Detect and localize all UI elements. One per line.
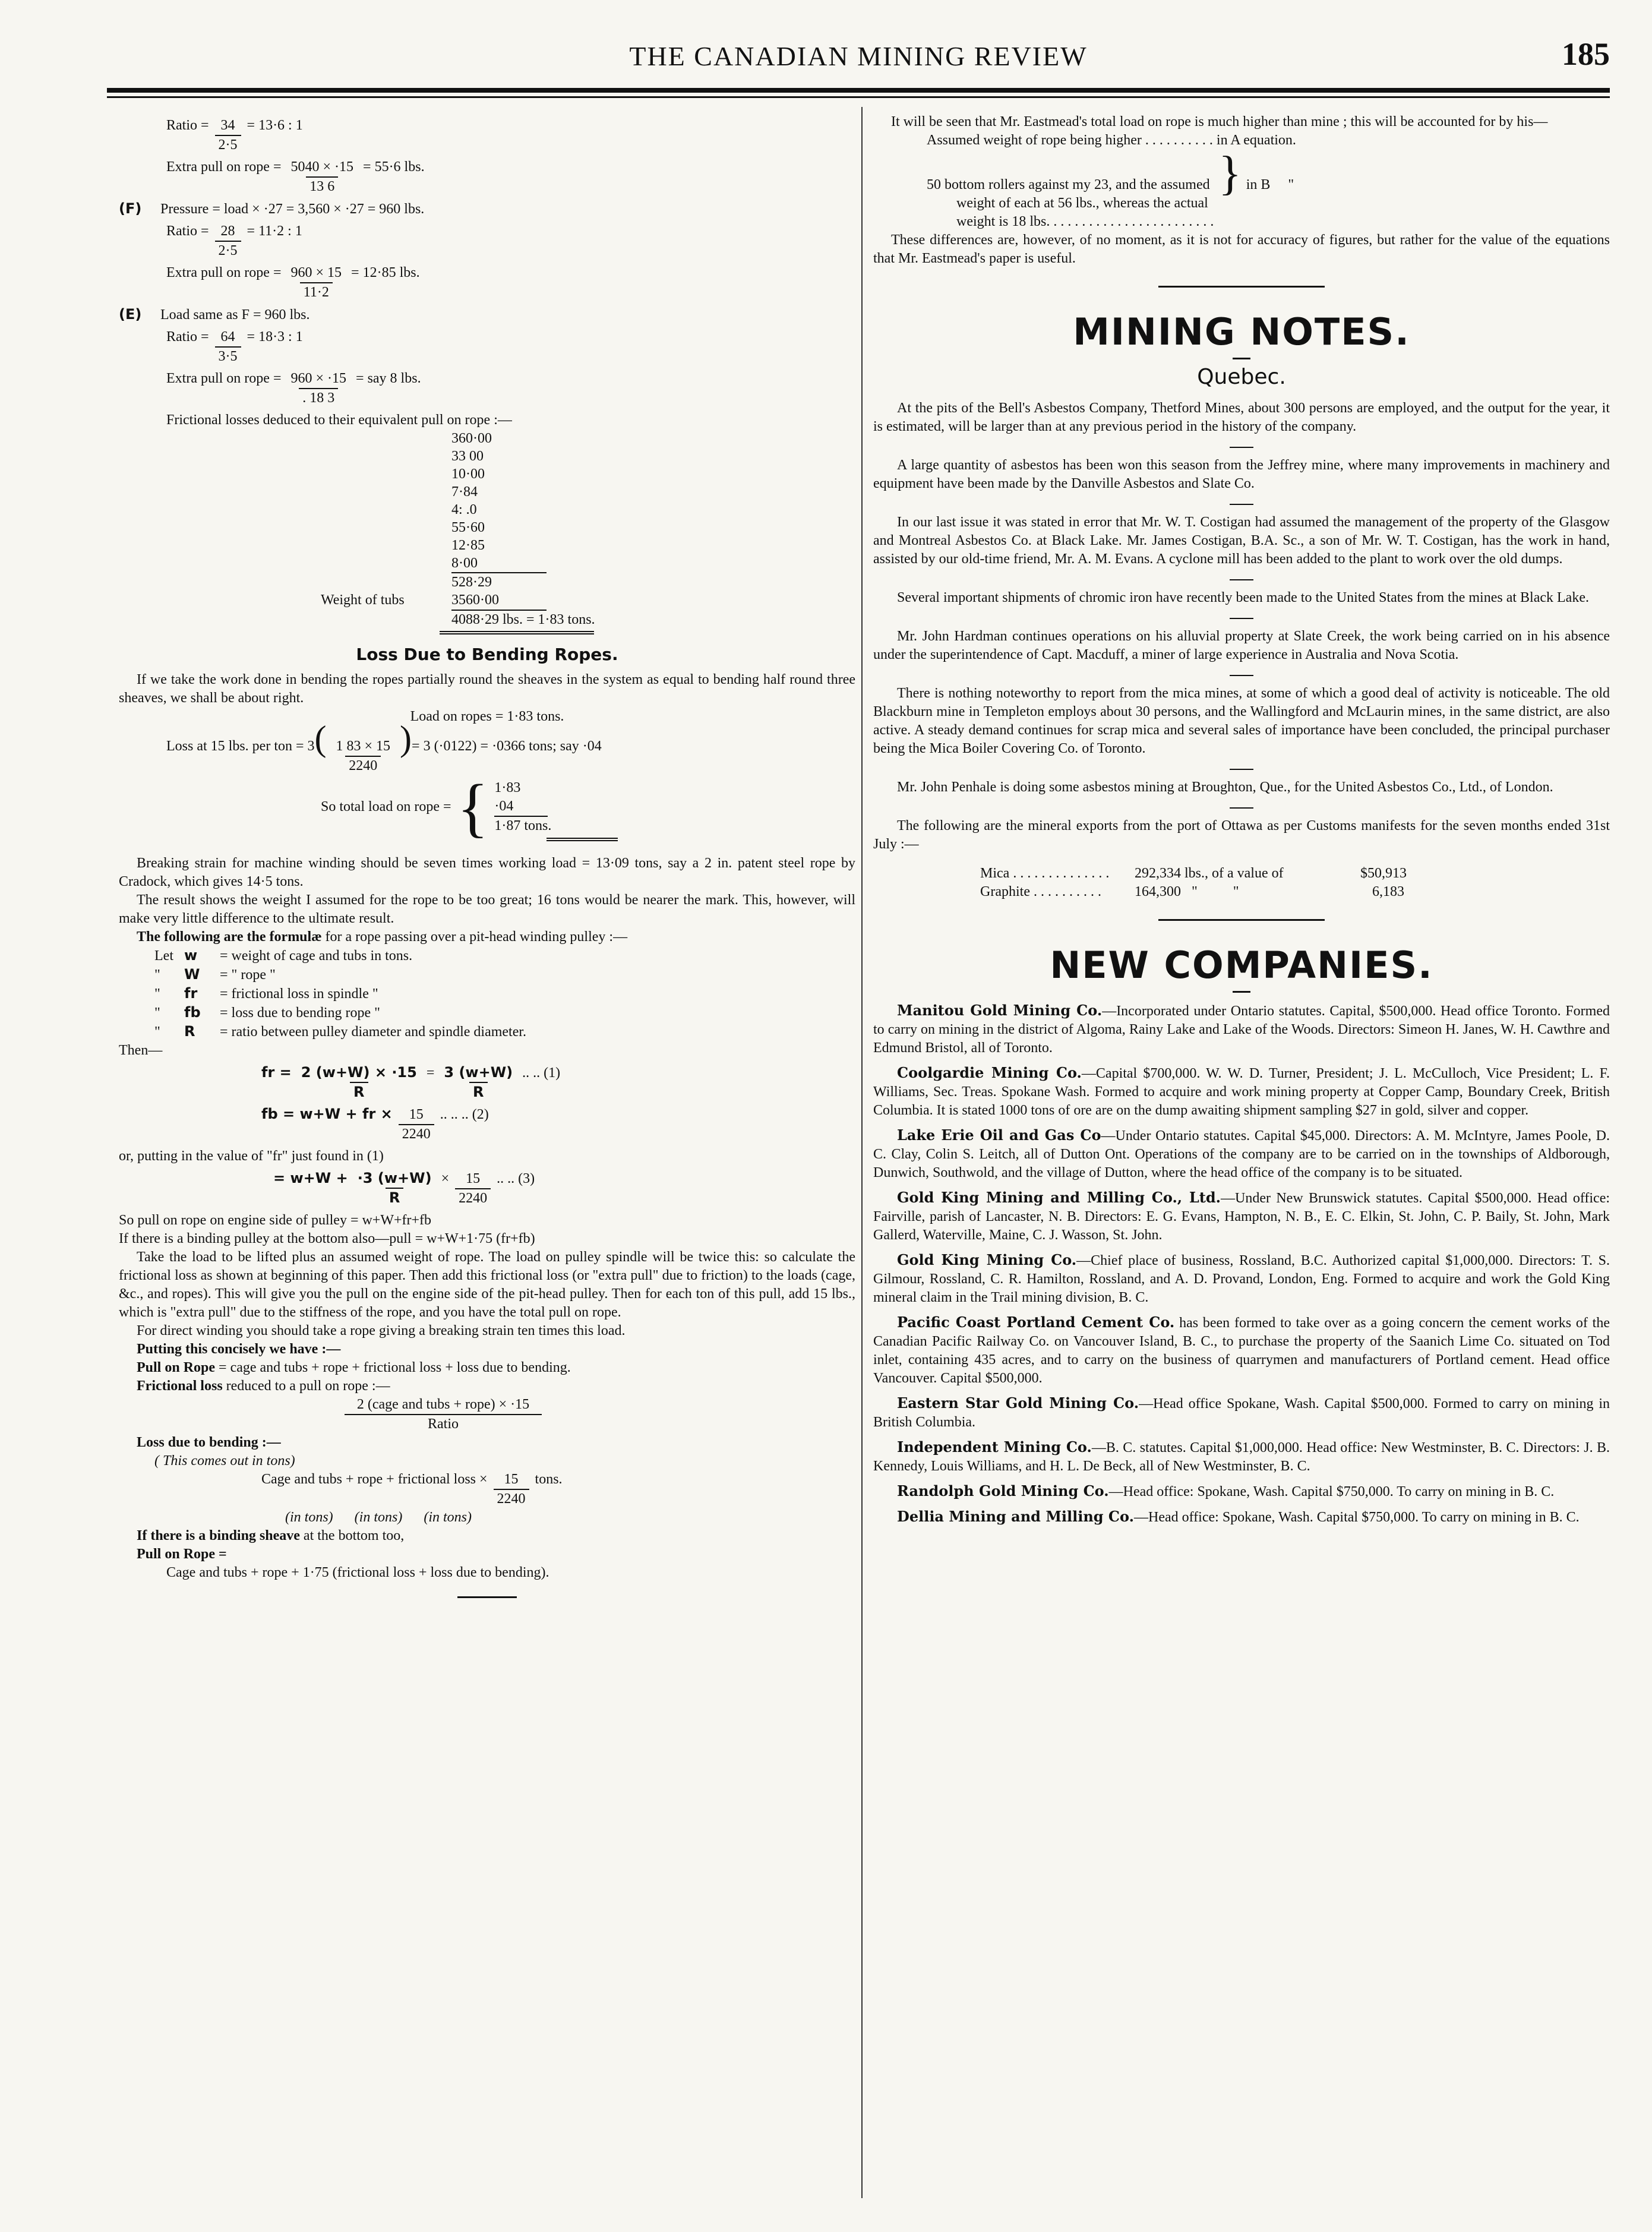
definition-row [154, 946, 855, 965]
eq-lhs: fr = [261, 1064, 292, 1081]
exports-table [873, 864, 1610, 901]
eq-fraction [455, 1170, 491, 1208]
extra-pull-fraction [288, 264, 346, 302]
tubs-value: 3560·00 [451, 592, 499, 608]
def-text: = frictional loss in spindle " [220, 986, 378, 1002]
paragraph: Take the load to be lifted plus an assumed weight of rope. The load on pulley spindle will be twice this: so calculate the frictional loss as shown at beginning of this paper. Then add this frictional loss (or "extra pull" due to friction) to the loads (cage, &c., and ropes). This will give you the pull on the engine side of the pit-head pulley. Then for each ton of this pull, add 15 lbs., which is "extra pull" due to the stiffness of the rope, and you have the total pull on rope. [119, 1249, 855, 1320]
paren-open: ( [314, 719, 327, 758]
company-text: —Chief place of business, Rossland, B.C. Authorized capital $1,000,000. Directors: T. S. Gilmour, Rossland, C. R. Hamilton, Rossland, and A. D. Provand, London, Eng. Formed to acquire and work the Gold King mineral claim in the Trail mining division, B. C. [873, 1253, 1610, 1305]
frictional-value: 10·00 [451, 466, 485, 482]
eq-fraction [298, 1063, 421, 1101]
def-text: = ratio between pulley diameter and spindle diameter. [220, 1024, 527, 1040]
cage-text: Cage and tubs + rope + frictional loss × [261, 1472, 488, 1487]
def-lead: " [154, 1024, 160, 1040]
eq3-intro: or, putting in the value of "fr" just found in (1) [119, 1148, 384, 1164]
item-separator [1230, 504, 1253, 505]
frictional-value: 8·00 [451, 555, 478, 571]
news-item: There is nothing noteworthy to report from the mica mines, at some of which a good deal of activity is noticeable. The old Blackburn mine in Templeton employs about 30 persons, and the Wallingford and McLaurin mines, in the same district, are also active. A steady demand continues for scrap mica and several sales of importance have been concluded, the principal purchaser being the Mica Boiler Covering Co. of Toronto. [873, 686, 1610, 756]
definitions [119, 946, 855, 1041]
final-formula: Cage and tubs + rope + 1·75 (frictional loss + loss due to bending). [166, 1565, 549, 1580]
load-line [119, 305, 855, 324]
frictional-loss-line [119, 1377, 855, 1396]
definition-row [154, 965, 855, 984]
def-lead: " [154, 967, 160, 983]
loss-line [119, 719, 855, 775]
numerator: ·3 (w+W) [357, 1170, 432, 1186]
paragraph-text: for a rope passing over a pit-head winding pulley :— [325, 929, 628, 945]
equation-3 [119, 1169, 855, 1208]
extra-pull-fraction [288, 370, 350, 408]
paragraph: These differences are, however, of no moment, as it is not for accuracy of figures, but rather for the value of the equations that Mr. Eastmead's paper is useful. [873, 232, 1610, 266]
def-text: = " rope " [220, 967, 276, 983]
double-rule [440, 629, 594, 634]
news-item: Several important shipments of chromic iron have recently been made to the United States from the mines at Black Lake. [897, 590, 1589, 605]
item-separator [1230, 675, 1253, 676]
denominator: 3·5 [215, 346, 241, 366]
tag-E: (E) [119, 306, 142, 323]
ratio-line [119, 222, 855, 260]
company-text: —B. C. statutes. Capital $1,000,000. Head office: New Westminster, B. C. Directors: J. B. Kennedy, Louis Williams, and H. L. De Beck, all of New Westminster, B. C. [873, 1440, 1610, 1474]
load-on-ropes: Load on ropes = 1·83 tons. [410, 709, 564, 724]
item-separator [1230, 769, 1253, 770]
eq-number: .. .. .. (2) [440, 1107, 489, 1122]
def-text: = loss due to bending rope " [220, 1005, 380, 1021]
numerator: 5040 × ·15 [290, 159, 354, 175]
paragraph: If we take the work done in bending the ropes partially round the sheaves in the system as equal to bending half round three sheaves, we shall be about right. [119, 672, 855, 706]
grand-total: 4088·29 lbs. = 1·83 tons. [451, 612, 595, 627]
company-text: —Capital $700,000. W. W. D. Turner, President; J. L. McCulloch, Vice President; L. F. Williams, Sec. Treas. Spokane Wash. Formed to acquire and work mining property at Copper Camp, Boundary Creek, British Columbia. It is stated 1000 tons of ore are on the dump awaiting shipment sampling $27 in gold, silver and copper. [873, 1066, 1610, 1118]
equation-2 [119, 1105, 855, 1144]
extra-pull-line [119, 264, 855, 302]
bending-loss-note: ( This comes out in tons) [154, 1453, 295, 1469]
company-name: Eastern Star Gold Mining Co. [897, 1394, 1139, 1412]
def-text: = weight of cage and tubs in tons. [220, 948, 413, 964]
numerator: 960 × 15 [290, 265, 342, 280]
bold-lead: Pull on Rope [137, 1360, 216, 1375]
company-name: Pacific Coast Portland Cement Co. [897, 1314, 1175, 1331]
company-text: —Under New Brunswick statutes. Capital $500,000. Head office: Fairville, parish of Lancaster, N. B. Directors: E. G. Evans, Hampton, N. B., E. C. Elkin, St. John, C. P. Baily, St. John, Mark Gallerd, Waterville, Maine, C. J. Wasson, St. John. [873, 1191, 1610, 1243]
definition-row [154, 1003, 855, 1022]
then-label: Then— [119, 1043, 163, 1058]
company-entry [873, 1126, 1610, 1182]
company-name: Gold King Mining Co. [897, 1251, 1077, 1268]
ratio-fraction [215, 328, 241, 366]
denominator: 2240 [399, 1124, 434, 1144]
def-symbol: W [184, 966, 200, 983]
frictional-value: 360·00 [451, 431, 492, 446]
denominator: 2240 [455, 1188, 491, 1208]
export-label: Graphite . . . . . . . . . . [980, 884, 1101, 899]
company-name: Manitou Gold Mining Co. [897, 1002, 1103, 1019]
assumed-group [927, 147, 1610, 231]
tubs-label: Weight of tubs [321, 592, 405, 608]
region-heading: Quebec. [1197, 365, 1286, 389]
line-text: = cage and tubs + rope + frictional loss + loss due to bending. [219, 1360, 571, 1375]
equation-1 [119, 1063, 855, 1101]
eq-operator: × [441, 1171, 450, 1186]
paragraph: For direct winding you should take a rope giving a breaking strain ten times this load. [137, 1323, 626, 1338]
tubs-line [119, 591, 855, 610]
paren-close: ) [400, 719, 412, 758]
eq-number: .. .. (3) [497, 1171, 535, 1186]
denominator: 2·5 [215, 135, 241, 154]
pressure-line [119, 200, 855, 219]
paragraph [119, 928, 855, 946]
numerator: 15 [409, 1107, 424, 1122]
pull-on-rope-heading: Pull on Rope = [137, 1546, 227, 1562]
news-item: Mr. John Hardman continues operations on his alluvial property at Slate Creek, the work being carried on in his absence under the superintendence of Capt. Macduff, a miner of large experience in Australia and Nova Scotia. [873, 629, 1610, 662]
extra-pull-result: = 55·6 lbs. [363, 159, 425, 175]
ratio-result: = 11·2 : 1 [247, 223, 302, 239]
company-text: —Incorporated under Ontario statutes. Capital, $500,000. Head office Toronto. Formed to carry on mining in the district of Algoma, Rainy Lake and Lake of the Woods. Directors: Simeon H. Janes, W. H. Cawthre and Edmund Bristol, all of Toronto. [873, 1003, 1610, 1056]
company-name: Randolph Gold Mining Co. [897, 1482, 1109, 1499]
eq-fraction [399, 1106, 434, 1144]
loss-fraction [333, 737, 394, 775]
section-rule [1158, 286, 1325, 288]
page-number: 185 [1562, 36, 1610, 72]
eq-number: .. .. (1) [522, 1065, 561, 1081]
extra-pull-result: = say 8 lbs. [356, 371, 421, 386]
company-name: Independent Mining Co. [897, 1438, 1092, 1456]
paragraph: The result shows the weight I assumed for the rope to be too great; 16 tons would be nearer the mark. This, however, will make very little difference to the ultimate result. [119, 892, 855, 926]
frictional-values [119, 430, 855, 572]
exports-row [980, 883, 1610, 901]
left-column [119, 113, 855, 1612]
load-text: Load same as F = 960 lbs. [160, 307, 310, 323]
bold-lead: If there is a binding sheave [137, 1528, 300, 1543]
eq-lhs: fb = w+W + fr × [261, 1106, 393, 1122]
company-name: Dellia Mining and Milling Co. [897, 1508, 1134, 1525]
double-rule [547, 835, 618, 841]
eq-operator: = [426, 1065, 435, 1081]
news-item: In our last issue it was stated in error that Mr. W. T. Costigan had assumed the management of the property of the Glasgow and Montreal Asbestos Co. at Black Lake. Mr. James Costigan, B.A. Sc., a son of Mr. W. T. Costigan, has the work in hand, assisted by our old-time friend, Mr. A. M. Evans. A cyclone mill has been added to the plant to work over the old dumps. [873, 514, 1610, 567]
dash [1233, 358, 1250, 359]
company-text: —Head office Spokane, Wash. Capital $500,000. Formed to carry on mining in British Columbia. [873, 1396, 1610, 1430]
numerator: 15 [466, 1171, 481, 1186]
ratio-result: = 18·3 : 1 [247, 329, 303, 345]
eq-fraction [440, 1063, 516, 1101]
export-quantity: 164,300 " " [1135, 884, 1239, 899]
company-name: Gold King Mining and Milling Co., Ltd. [897, 1189, 1221, 1206]
cage-unit: tons. [535, 1472, 563, 1487]
numerator: 34 [220, 118, 235, 133]
ratio-fraction [215, 116, 241, 154]
company-entry [873, 1482, 1610, 1501]
assumed-line: weight of each at 56 lbs., whereas the actual [956, 195, 1208, 211]
denominator: 13 6 [306, 176, 338, 196]
def-symbol: w [184, 947, 198, 964]
item-separator [1230, 579, 1253, 580]
total-load-line [119, 771, 855, 844]
denominator: R [350, 1082, 368, 1101]
eq-fraction [354, 1169, 435, 1207]
frictional-total: 528·29 [451, 574, 492, 590]
extra-pull-line [119, 370, 855, 408]
extra-pull-label: Extra pull on rope = [166, 159, 282, 175]
company-text: —Head office: Spokane, Wash. Capital $750,000. To carry on mining in B. C. [1108, 1484, 1555, 1499]
ratio-label: Ratio = [166, 118, 209, 133]
extra-pull-fraction [288, 158, 358, 196]
numerator: 2 (w+W) × ·15 [301, 1064, 417, 1081]
company-entry [873, 1394, 1610, 1432]
tag-F: (F) [119, 200, 142, 217]
total-item: 1·83 [494, 780, 521, 795]
item-separator [1230, 618, 1253, 619]
company-name: Coolgardie Mining Co. [897, 1064, 1082, 1081]
frictional-value: 12·85 [451, 538, 485, 553]
total-result: 1·87 tons. [494, 818, 552, 834]
extra-pull-result: = 12·85 lbs. [351, 265, 420, 280]
cage-line [119, 1470, 855, 1508]
pull-engine-side: So pull on rope on engine side of pulley = w+W+fr+fb [119, 1213, 432, 1228]
numerator: 1 83 × 15 [336, 738, 391, 754]
ratio-result: = 13·6 : 1 [247, 118, 303, 133]
pressure-text: Pressure = load × ·27 = 3,560 × ·27 = 960 lbs. [160, 201, 425, 217]
def-symbol: R [184, 1023, 195, 1040]
paragraph: It will be seen that Mr. Eastmead's total load on rope is much higher than mine ; this will be accounted for by his— [891, 114, 1548, 130]
right-column [873, 113, 1610, 1533]
frictional-fraction [345, 1396, 542, 1434]
denominator: 2240 [494, 1489, 529, 1508]
denominator: 2240 [345, 756, 381, 775]
news-item: The following are the mineral exports from the port of Ottawa as per Customs manifests for the seven months ended 31st July :— [873, 818, 1610, 852]
numerator: 3 (w+W) [444, 1064, 513, 1081]
definition-row [154, 984, 855, 1003]
pull-binding-pulley: If there is a binding pulley at the bottom also—pull = w+W+1·75 (fr+fb) [119, 1231, 535, 1246]
company-entry [873, 1063, 1610, 1120]
assumed-line: 50 bottom rollers against my 23, and the assumed [927, 177, 1210, 192]
export-quantity: 292,334 lbs., of a value of [1135, 866, 1284, 881]
denominator: . 18 3 [299, 388, 338, 408]
mining-notes-heading: MINING NOTES. [1073, 310, 1410, 353]
line-text: reduced to a pull on rope :— [226, 1378, 390, 1394]
assumed-group-text [927, 176, 1214, 231]
extra-pull-label: Extra pull on rope = [166, 265, 282, 280]
definition-row [154, 1022, 855, 1041]
news-item: Mr. John Penhale is doing some asbestos mining at Broughton, Que., for the United Asbestos Co., Ltd., of London. [897, 779, 1553, 795]
frictional-fraction-line [119, 1396, 855, 1434]
total-items [494, 779, 551, 835]
export-value: $50,913 [1360, 866, 1407, 881]
export-label: Mica . . . . . . . . . . . . . . [980, 866, 1110, 881]
company-entry [873, 1251, 1610, 1307]
extra-pull-line [119, 158, 855, 196]
bending-loss-heading: Loss due to bending :— [137, 1435, 281, 1450]
def-symbol: fr [184, 985, 198, 1002]
company-entry [873, 1507, 1610, 1527]
company-entry [873, 1313, 1610, 1388]
def-lead: " [154, 1005, 160, 1021]
bold-lead: The following are the formulæ [137, 929, 322, 945]
numerator: 64 [220, 329, 235, 345]
cage-fraction [494, 1470, 529, 1508]
line-text: at the bottom too, [303, 1528, 405, 1543]
frictional-value: 33 00 [451, 449, 484, 464]
frictional-value: 55·60 [451, 520, 485, 535]
denominator: 2·5 [215, 241, 241, 260]
frictional-value: 4: .0 [451, 502, 477, 517]
news-item: At the pits of the Bell's Asbestos Company, Thetford Mines, about 300 persons are employed, and the output for the year, it is estimated, will be larger than at any previous period in the history of the company. [873, 400, 1610, 434]
page-header [107, 36, 1610, 83]
def-lead: Let [154, 948, 173, 964]
export-value: 6,183 [1372, 884, 1404, 899]
column-divider [861, 107, 863, 2198]
ratio-line [119, 116, 855, 154]
news-item: A large quantity of asbestos has been won this season from the Jeffrey mine, where many improvements in machinery and equipment have been made by the Danville Asbestos and Slate Co. [873, 457, 1610, 491]
dash [1233, 991, 1250, 993]
extra-pull-label: Extra pull on rope = [166, 371, 282, 386]
assumed-line: Assumed weight of rope being higher . . . . . . . . . . in A equation. [927, 132, 1296, 148]
paragraph: Breaking strain for machine winding should be seven times working load = 13·09 tons, say a 2 in. patent steel rope by Cradock, which gives 14·5 tons. [119, 855, 855, 889]
exports-row [980, 864, 1610, 883]
item-separator [1230, 807, 1253, 809]
ratio-fraction [215, 222, 241, 260]
section-rule [1158, 919, 1325, 921]
assumed-list [873, 131, 1610, 231]
def-lead: " [154, 986, 160, 1002]
running-title: THE CANADIAN MINING REVIEW [629, 41, 1088, 71]
assumed-tail: in B " [1246, 177, 1294, 192]
units-line: (in tons) (in tons) (in tons) [285, 1510, 472, 1525]
section-heading: Loss Due to Bending Ropes. [356, 645, 618, 664]
end-rule [457, 1596, 517, 1598]
bold-lead: Frictional loss [137, 1378, 223, 1394]
brace-icon: } [1218, 147, 1242, 200]
def-symbol: fb [184, 1004, 201, 1021]
loss-label: Loss at 15 lbs. per ton = 3 [166, 738, 315, 754]
numerator: 2 (cage and tubs + rope) × ·15 [356, 1397, 530, 1412]
company-text: —Under Ontario statutes. Capital $45,000. Directors: A. M. McIntyre, James Poole, D. C. Clay, Colin S. Leitch, all of Dutton Ont. Operations of the company are to be carried on in the townships of Aldborough, Dunwich, Southwold, and the village of Dutton, where the head office of the company is to be situated. [873, 1128, 1610, 1180]
loss-result: = 3 (·0122) = ·0366 tons; say ·04 [412, 738, 602, 754]
total-item: ·04 [494, 798, 514, 814]
brace-icon: { [457, 771, 489, 844]
denominator: R [386, 1188, 403, 1207]
total-label: So total load on rope = [321, 799, 451, 814]
numerator: 960 × ·15 [290, 371, 347, 386]
company-entry [873, 1438, 1610, 1476]
denominator: Ratio [345, 1414, 542, 1434]
concise-heading: Putting this concisely we have :— [137, 1341, 341, 1357]
new-companies-heading: NEW COMPANIES. [1050, 943, 1433, 987]
company-name: Lake Erie Oil and Gas Co [897, 1126, 1101, 1144]
pull-on-rope-line [119, 1359, 855, 1377]
numerator: 28 [220, 223, 235, 239]
company-entry [873, 1001, 1610, 1057]
frictional-value: 7·84 [451, 484, 478, 500]
ratio-label: Ratio = [166, 329, 209, 345]
ratio-line [119, 328, 855, 366]
company-text: has been formed to take over as a going concern the cement works of the Canadian Pacific Railway Co. on Vancouver Island, B. C., to purchase the property of the Saanich Lime Co. situated on Tod inlet, containing 435 acres, and to carry on the business of quarrymen and manufacturers of Portland cement. Head office Vancouver. Capital $500,000. [873, 1315, 1610, 1386]
item-separator [1230, 447, 1253, 448]
binding-sheave-line [119, 1527, 855, 1545]
assumed-line: weight is 18 lbs. . . . . . . . . . . . . . . . . . . . . . . . [956, 214, 1214, 229]
company-text: —Head office: Spokane, Wash. Capital $750,000. To carry on mining in B. C. [1133, 1510, 1580, 1525]
numerator: 15 [504, 1472, 519, 1487]
page [107, 24, 1610, 2210]
header-rule-thick [107, 88, 1610, 93]
company-entry [873, 1188, 1610, 1245]
ratio-label: Ratio = [166, 223, 209, 239]
header-rule-thin [107, 96, 1610, 98]
frictional-intro: Frictional losses deduced to their equivalent pull on rope :— [166, 412, 512, 428]
denominator: 11·2 [300, 282, 333, 302]
eq-lhs: = w+W + [273, 1170, 348, 1186]
denominator: R [469, 1082, 487, 1101]
